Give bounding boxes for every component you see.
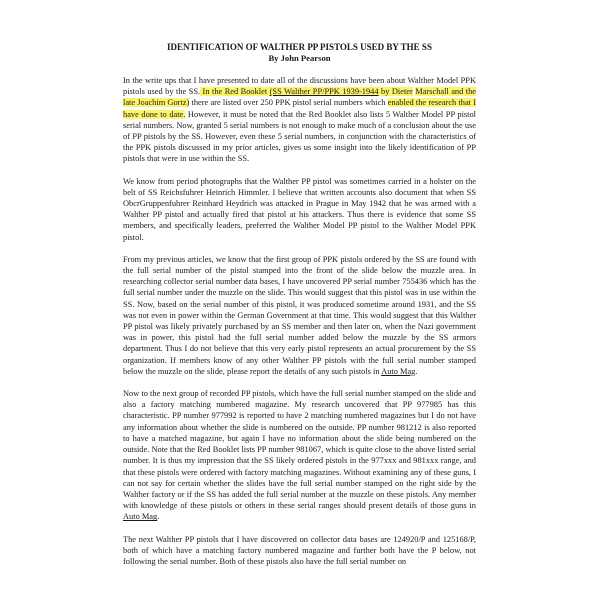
p1-highlight-b: In the Red Booklet: [200, 87, 270, 97]
p1-book-title-link: (SS Walther PP/PPK 1939-1944: [269, 87, 379, 97]
paragraph-3: [123, 254, 476, 377]
paragraph-4: [123, 388, 476, 522]
p1-text-h: However, it must be noted that the Red Booklet also lists 5 Walther Model PP pistol serial numbers. Now, granted 5 serial numbers is not enough to make much of a conclusion about the use of PP pistols by the SS. However, even these 5 serial numbers, in conjunction with the characteristics of the PPK pistols discussed in my prior articles, gives us some insight into the likely identification of PP pistols that were in use within the SS.: [123, 109, 476, 164]
p1-text-f: there are listed over 250 PPK pistol serial numbers which: [189, 98, 386, 108]
p1-highlight-g: enabled the research that I have done to date.: [123, 98, 477, 119]
p1-highlight-e: Marschall and the late Joachim Gortz): [123, 87, 477, 108]
p3-end: .: [415, 366, 418, 376]
p4-end: .: [157, 512, 160, 522]
p3-auto-mag-link[interactable]: Auto Mag: [381, 366, 416, 376]
paragraph-5: The next Walther PP pistols that I have discovered on collector data bases are 124920/P and 125168/P, both of which have a matching factory numbered magazine and further both have the P below, not following the serial number. Both of these pistols also have the full serial number on: [123, 534, 476, 566]
p1-text-a: In the write ups that I have presented to date all of the discussions have been about Walther Model PPK pistols used by the SS.: [123, 76, 476, 97]
p1-highlight-d: by Dieter: [378, 87, 413, 97]
document-title: IDENTIFICATION OF WALTHER PP PISTOLS USED BY THE SS: [167, 42, 432, 52]
document-byline: By John Pearson: [268, 53, 331, 63]
p4-auto-mag-link[interactable]: Auto Mag: [123, 512, 158, 522]
p4-text: Now to the next group of recorded PP pistols, which have the full serial number stamped on the slide and also a factory matching numbered magazine. My research uncovered that PP 977985 has this characteristic. PP number 977992 is reported to have 2 matching numbered magazines but I do not have any information about whether the slide is numbered on the outside. PP number 981212 is also reported to have a matched magazine, but again I have no information about the slide being numbered on the outside. Note that the Red Booklet lists PP number 981067, which is quite close to the above listed serial number. It is thus my impression that the SS likely ordered pistols in the 977xxx and 981xxx range, and that these pistols were ordered with factory matching magazines. Without examining any of these guns, I can not say for certain whether the slides have the full serial number stamped on the right side by the Walther factory or if the SS has added the full serial number at the muzzle on these pistols. Any member with knowledge of these pistols or others in these serial ranges should present details of those guns in: [123, 389, 476, 511]
p3-text: From my previous articles, we know that the first group of PPK pistols ordered by the SS are found with the full serial number of the pistol stamped into the front of the slide below the muzzle area. In researching collector serial number data bases, I have uncovered PP serial number 755436 which has the full serial number under the muzzle on the slide. This would suggest that this pistol was in use within the SS. Now, based on the serial number of this pistol, it was produced sometime around 1931, and the SS was not even in power within the German Government at that time. This would suggest that this Walther PP pistol was likely privately purchased by an SS member and then later on, when the Nazi government was in power, this pistol had the full serial number added below the muzzle by the SS armors department. Thus I do not believe that this very early pistol represents an actual procurement by the SS organization. If members know of any other Walther PP pistols with the full serial number stamped below the muzzle on the slide, please report the details of any such pistols in: [123, 254, 476, 376]
paragraph-1: [123, 75, 476, 165]
paragraph-2: We know from period photographs that the Walther PP pistol was sometimes carried in a holster on the belt of SS Reichsfuhrer Heinrich Himmler. I believe that written accounts also document that when SS ObcrGruppenfuhrer Reinhard Heydrich was attacked in Prague in May 1942 that he was armed with a Walther PP pistol and actually fired that pistol at his attackers. Thus there is evidence that some SS members, and specifically leaders, preferred the Walther Model PP pistol to the Walther Model PPK pistol.: [123, 176, 476, 242]
